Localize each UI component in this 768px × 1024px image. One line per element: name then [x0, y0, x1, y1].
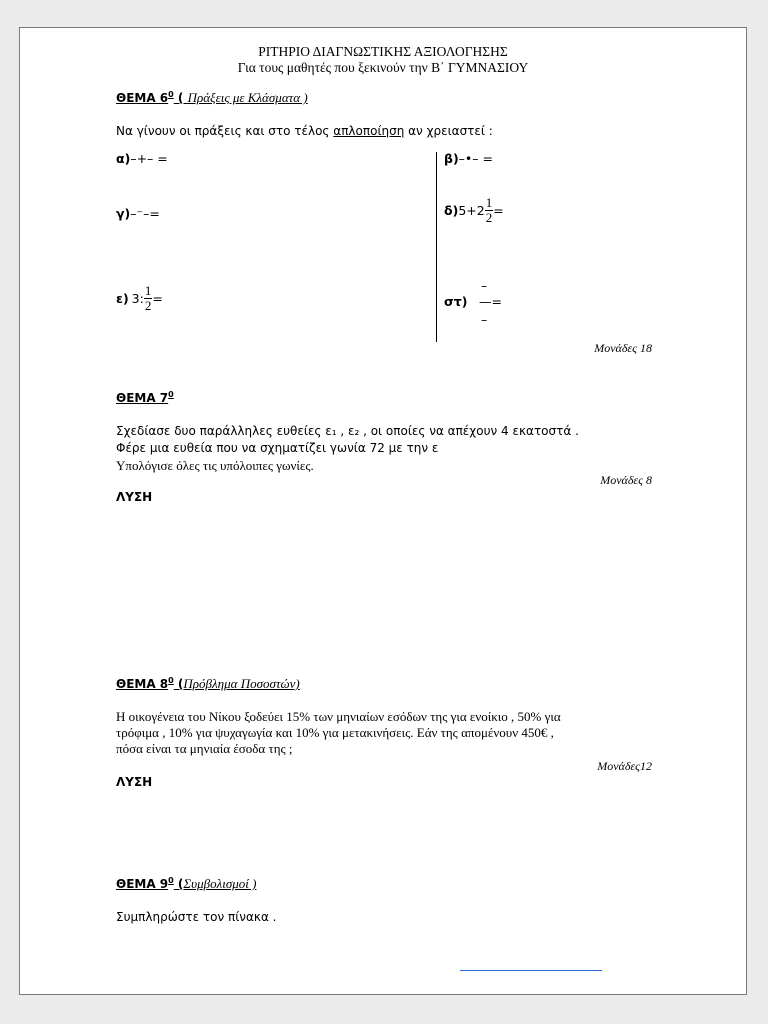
topic8-line-2: τρόφιμα , 10% για ψυχαγωγία και 10% για μετακινήσεις. Εάν της απομένουν 450€ , — [116, 725, 554, 740]
exercise-c-label: γ) — [116, 206, 131, 221]
exercise-e-numerator: 1 — [144, 283, 152, 298]
exercise-e — [116, 284, 163, 313]
header-line-2: Για τους μαθητές που ξεκινούν την Β΄ ΓΥΜΝΑΣΙΟΥ — [237, 60, 529, 75]
topic7-marks: Μονάδες 8 — [600, 473, 652, 487]
exercise-d-equals: = — [493, 203, 504, 218]
topic7-line-1: Σχεδίασε δυο παράλληλες ευθείες ε₁ , ε₂ , οι οποίες να απέχουν 4 εκατοστά . — [116, 424, 579, 438]
exercise-e-denominator: 2 — [144, 298, 152, 313]
topic9-line-1: Συμπληρώστε τον πίνακα . — [116, 910, 277, 924]
exercise-st-mid: —= — [479, 294, 502, 309]
exercise-d-label: δ) — [444, 203, 459, 218]
topic7-line-2: Φέρε μια ευθεία που να σχηματίζει γωνία 72 με την ε — [116, 441, 439, 455]
hyperlink-underline[interactable] — [460, 970, 602, 971]
exercise-c-expr: –⁻–= — [130, 206, 160, 221]
topic6-title: ΘΕΜΑ 6 — [116, 91, 169, 105]
exercise-b-label: β) — [444, 151, 459, 166]
exercise-a-expr: –+– = — [130, 151, 168, 166]
topic9-paren: ( — [173, 877, 184, 891]
topic7-solution-label: ΛΥΣΗ — [116, 490, 153, 504]
exercise-st-bot: – — [481, 312, 488, 327]
exercise-a — [116, 150, 168, 168]
exercise-a-label: α) — [116, 151, 131, 166]
topic8-paren: ( — [173, 677, 184, 691]
instruction-post: αν χρειαστεί : — [404, 124, 493, 138]
topic8-marks: Μονάδες12 — [597, 759, 652, 773]
topic8-heading — [116, 676, 300, 692]
topic7-title: ΘΕΜΑ 7 — [116, 391, 169, 405]
document-page — [19, 27, 747, 995]
exercise-st-top: – — [481, 278, 488, 293]
exercise-d-fraction — [485, 196, 494, 225]
topic6-subtitle: Πράξεις με Κλάσματα ) — [187, 90, 308, 105]
topic9-title: ΘΕΜΑ 9 — [116, 877, 169, 891]
topic7-heading — [116, 390, 174, 405]
topic9-heading — [116, 876, 256, 892]
topic8-sup: 0 — [168, 676, 174, 685]
topic6-heading — [116, 90, 308, 106]
exercise-d-denominator: 2 — [485, 210, 493, 225]
instruction-underlined: απλοποίηση — [333, 124, 405, 138]
topic6-paren: ( — [173, 91, 188, 105]
topic8-line-1: Η οικογένεια του Νίκου ξοδεύει 15% των μηνιαίων εσόδων της για ενοίκιο , 50% για — [116, 709, 561, 724]
exercise-d-numerator: 1 — [485, 195, 493, 210]
topic7-sup: 0 — [168, 390, 174, 399]
exercise-c — [116, 205, 160, 223]
exercise-b — [444, 150, 493, 168]
column-divider — [436, 152, 437, 342]
topic8-line-3: πόσα είναι τα μηνιαία έσοδα της ; — [116, 741, 293, 756]
exercise-e-expr: 3: — [131, 291, 144, 306]
topic9-subtitle: Συμβολισμοί ) — [183, 876, 257, 891]
topic6-instruction — [116, 124, 493, 138]
exercise-e-equals: = — [152, 291, 163, 306]
instruction-pre: Να γίνουν οι πράξεις και στο τέλος — [116, 124, 334, 138]
header-line-1: ΡΙΤΗΡΙΟ ΔΙΑΓΝΩΣΤΙΚΗΣ ΑΞΙΟΛΟΓΗΣΗΣ — [258, 44, 508, 59]
topic8-subtitle: Πρόβλημα Ποσοστών) — [183, 676, 300, 691]
exercise-st-label: στ) — [444, 294, 468, 309]
topic6-marks: Μονάδες 18 — [594, 341, 652, 355]
exercise-d-expr: 5+2 — [458, 203, 485, 218]
topic8-solution-label: ΛΥΣΗ — [116, 775, 153, 789]
topic8-title: ΘΕΜΑ 8 — [116, 677, 169, 691]
topic9-sup: 0 — [168, 876, 174, 885]
exercise-e-label: ε) — [116, 291, 129, 306]
topic6-sup: 0 — [168, 90, 174, 99]
topic7-line-3: Υπολόγισε όλες τις υπόλοιπες γωνίες. — [116, 458, 314, 473]
exercise-d — [444, 196, 504, 225]
exercise-b-expr: –•– = — [458, 151, 493, 166]
